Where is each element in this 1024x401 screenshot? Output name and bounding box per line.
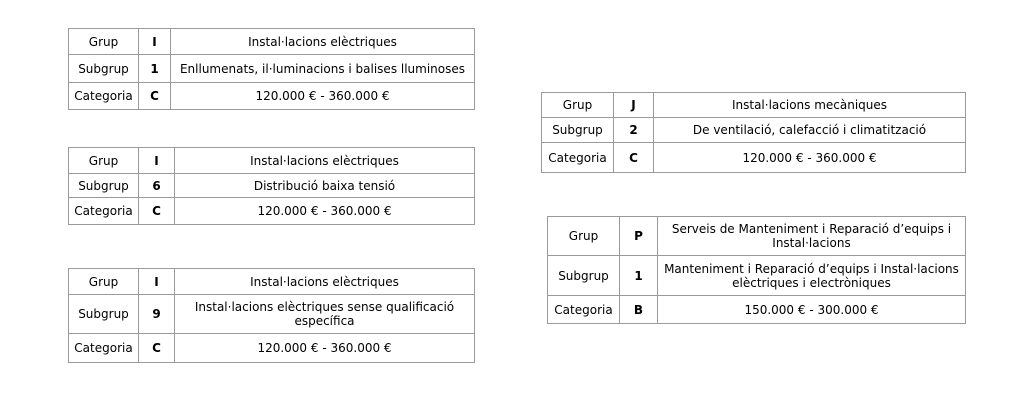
subgroup-label: Subgrup: [69, 295, 139, 334]
category-code: C: [139, 83, 171, 110]
group-label: Grup: [69, 29, 139, 55]
group-description: Instal·lacions elèctriques: [175, 269, 475, 295]
subgroup-label: Subgrup: [548, 256, 620, 296]
subgroup-label: Subgrup: [542, 118, 614, 143]
subgroup-label: Subgrup: [69, 174, 139, 198]
group-code: I: [139, 269, 175, 295]
category-range: 120.000 € - 360.000 €: [175, 198, 475, 225]
category-label: Categoria: [69, 83, 139, 110]
category-label: Categoria: [542, 143, 614, 173]
group-description: Instal·lacions mecàniques: [654, 93, 966, 118]
classification-table-4: [541, 92, 966, 173]
subgroup-description: Distribució baixa tensió: [175, 174, 475, 198]
category-label: Categoria: [548, 296, 620, 324]
classification-table-1: [68, 28, 475, 110]
subgroup-description: Instal·lacions elèctriques sense qualificació específica: [175, 295, 475, 334]
category-label: Categoria: [69, 198, 139, 225]
category-range: 150.000 € - 300.000 €: [658, 296, 966, 324]
group-code: I: [139, 148, 175, 174]
category-code: C: [139, 334, 175, 363]
subgroup-code: 2: [614, 118, 654, 143]
subgroup-description: Manteniment i Reparació d’equips i Instal·lacions elèctriques i electròniques: [658, 256, 966, 296]
category-range: 120.000 € - 360.000 €: [654, 143, 966, 173]
category-label: Categoria: [69, 334, 139, 363]
classification-table-3: [68, 268, 475, 363]
group-label: Grup: [69, 269, 139, 295]
classification-table-2: [68, 147, 475, 225]
subgroup-code: 1: [139, 55, 171, 83]
subgroup-description: De ventilació, calefacció i climatització: [654, 118, 966, 143]
category-range: 120.000 € - 360.000 €: [175, 334, 475, 363]
category-range: 120.000 € - 360.000 €: [171, 83, 475, 110]
group-code: P: [620, 217, 658, 256]
group-code: J: [614, 93, 654, 118]
subgroup-code: 1: [620, 256, 658, 296]
category-code: C: [139, 198, 175, 225]
group-label: Grup: [542, 93, 614, 118]
category-code: B: [620, 296, 658, 324]
group-label: Grup: [548, 217, 620, 256]
group-code: I: [139, 29, 171, 55]
group-description: Instal·lacions elèctriques: [175, 148, 475, 174]
subgroup-label: Subgrup: [69, 55, 139, 83]
group-description: Instal·lacions elèctriques: [171, 29, 475, 55]
classification-table-5: [547, 216, 966, 324]
subgroup-description: Enllumenats, il·luminacions i balises lluminoses: [171, 55, 475, 83]
group-description: Serveis de Manteniment i Reparació d’equips i Instal·lacions: [658, 217, 966, 256]
category-code: C: [614, 143, 654, 173]
group-label: Grup: [69, 148, 139, 174]
subgroup-code: 6: [139, 174, 175, 198]
subgroup-code: 9: [139, 295, 175, 334]
